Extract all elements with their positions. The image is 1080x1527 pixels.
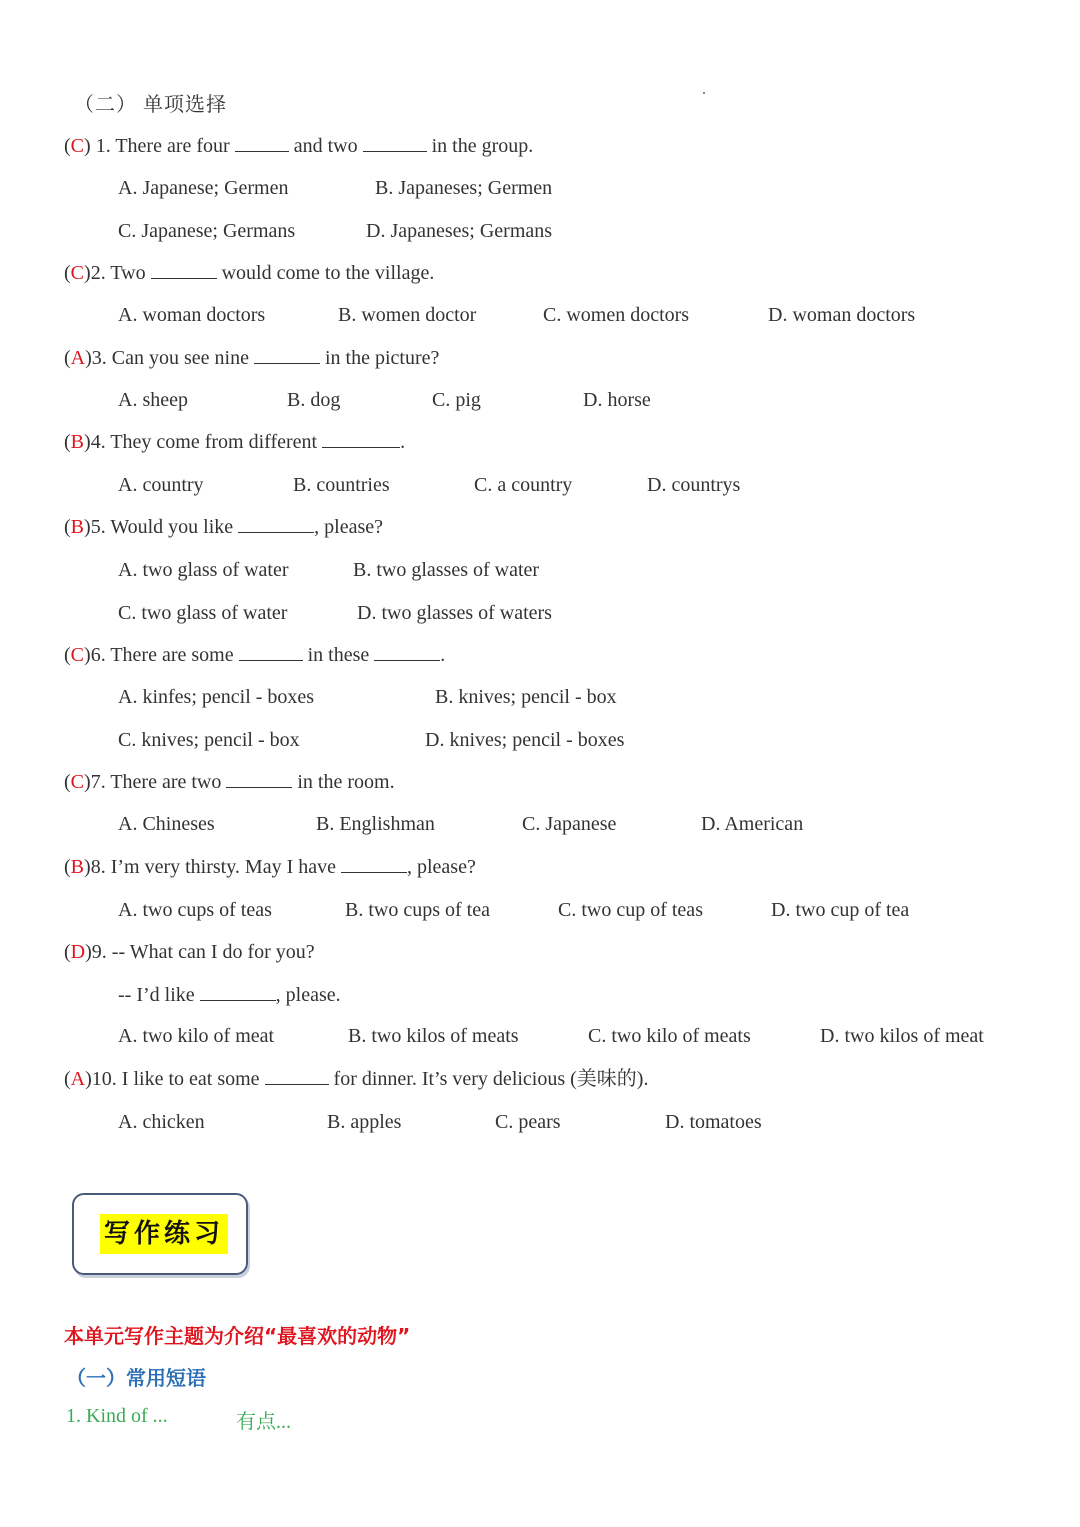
option: B. two glasses of water: [353, 559, 540, 581]
option: A. two kilo of meat: [118, 1025, 275, 1047]
stray-dot: [703, 92, 705, 94]
option: C. pears: [495, 1111, 561, 1133]
blank: [239, 659, 303, 661]
blank: [265, 1083, 329, 1085]
option: A. Chineses: [118, 813, 215, 835]
question-3: (A)3. Can you see nine in the picture?: [64, 347, 440, 369]
option: C. two cup of teas: [558, 899, 703, 921]
option: D. woman doctors: [768, 304, 916, 326]
answer-7: C: [70, 771, 85, 793]
option: C. Japanese; Germans: [118, 220, 296, 242]
option: D. American: [701, 813, 804, 835]
option: A. two cups of teas: [118, 899, 272, 921]
answer-9: D: [70, 941, 86, 963]
option: B. two cups of tea: [345, 899, 490, 921]
question-4: (B)4. They come from different .: [64, 431, 406, 453]
question-6: (C)6. There are some in these .: [64, 644, 446, 666]
option: A. two glass of water: [118, 559, 289, 581]
option: D. knives; pencil - boxes: [425, 729, 625, 751]
option: D. two cup of tea: [771, 899, 910, 921]
answer-10: A: [70, 1068, 86, 1090]
option: A. sheep: [118, 389, 188, 411]
blank: [226, 786, 292, 788]
answer-6: C: [70, 644, 85, 666]
option: C. women doctors: [543, 304, 690, 326]
answer-1: C: [70, 135, 85, 157]
option: C. knives; pencil - box: [118, 729, 300, 751]
option: A. country: [118, 474, 204, 496]
question-5: (B)5. Would you like , please?: [64, 516, 384, 538]
phrase-1-chinese: 有点...: [236, 1411, 291, 1433]
option: B. apples: [327, 1111, 402, 1133]
blank: [235, 150, 289, 152]
option: D. two glasses of waters: [357, 602, 552, 624]
question-1: (C) 1. There are four and two in the group.: [64, 135, 534, 157]
option: B. Japaneses; Germen: [375, 177, 553, 199]
option: D. two kilos of meat: [820, 1025, 984, 1047]
question-8: (B)8. I’m very thirsty. May I have , please?: [64, 856, 476, 878]
option: C. a country: [474, 474, 573, 496]
section-header: （二） 单项选择: [74, 94, 227, 116]
phrases-header: （一）常用短语: [66, 1366, 206, 1390]
phrase-1-english: 1. Kind of ...: [66, 1405, 168, 1427]
answer-5: B: [70, 516, 85, 538]
option: A. woman doctors: [118, 304, 266, 326]
blank: [374, 659, 440, 661]
option: C. two kilo of meats: [588, 1025, 751, 1047]
blank: [254, 362, 320, 364]
question-2: (C)2. Two would come to the village.: [64, 262, 435, 284]
option: B. women doctor: [338, 304, 477, 326]
blank: [341, 871, 407, 873]
option: A. kinfes; pencil - boxes: [118, 686, 315, 708]
option: D. Japaneses; Germans: [366, 220, 553, 242]
option: A. Japanese; Germen: [118, 177, 289, 199]
option: D. tomatoes: [665, 1111, 762, 1133]
question-10: (A)10. I like to eat some for dinner. It’s very delicious (美味的).: [64, 1068, 649, 1090]
option: A. chicken: [118, 1111, 205, 1133]
question-9: (D)9. -- What can I do for you?: [64, 941, 315, 963]
answer-8: B: [70, 856, 85, 878]
option: B. dog: [287, 389, 341, 411]
blank: [322, 446, 400, 448]
option: B. knives; pencil - box: [435, 686, 617, 708]
option: D. countrys: [647, 474, 741, 496]
blank: [238, 531, 314, 533]
blank: [363, 150, 427, 152]
question-9-response: -- I’d like , please.: [118, 984, 341, 1006]
answer-3: A: [70, 347, 86, 369]
answer-2: C: [70, 262, 85, 284]
blank: [151, 277, 217, 279]
question-7: (C)7. There are two in the room.: [64, 771, 395, 793]
option: D. horse: [583, 389, 651, 411]
option: B. two kilos of meats: [348, 1025, 519, 1047]
answer-4: B: [70, 431, 85, 453]
writing-badge: 写作练习: [100, 1214, 228, 1254]
option: B. Englishman: [316, 813, 435, 835]
writing-topic: 本单元写作主题为介绍“最喜欢的动物”: [64, 1324, 411, 1348]
option: C. pig: [432, 389, 481, 411]
option: B. countries: [293, 474, 390, 496]
option: C. Japanese: [522, 813, 617, 835]
option: C. two glass of water: [118, 602, 288, 624]
blank: [200, 999, 276, 1001]
